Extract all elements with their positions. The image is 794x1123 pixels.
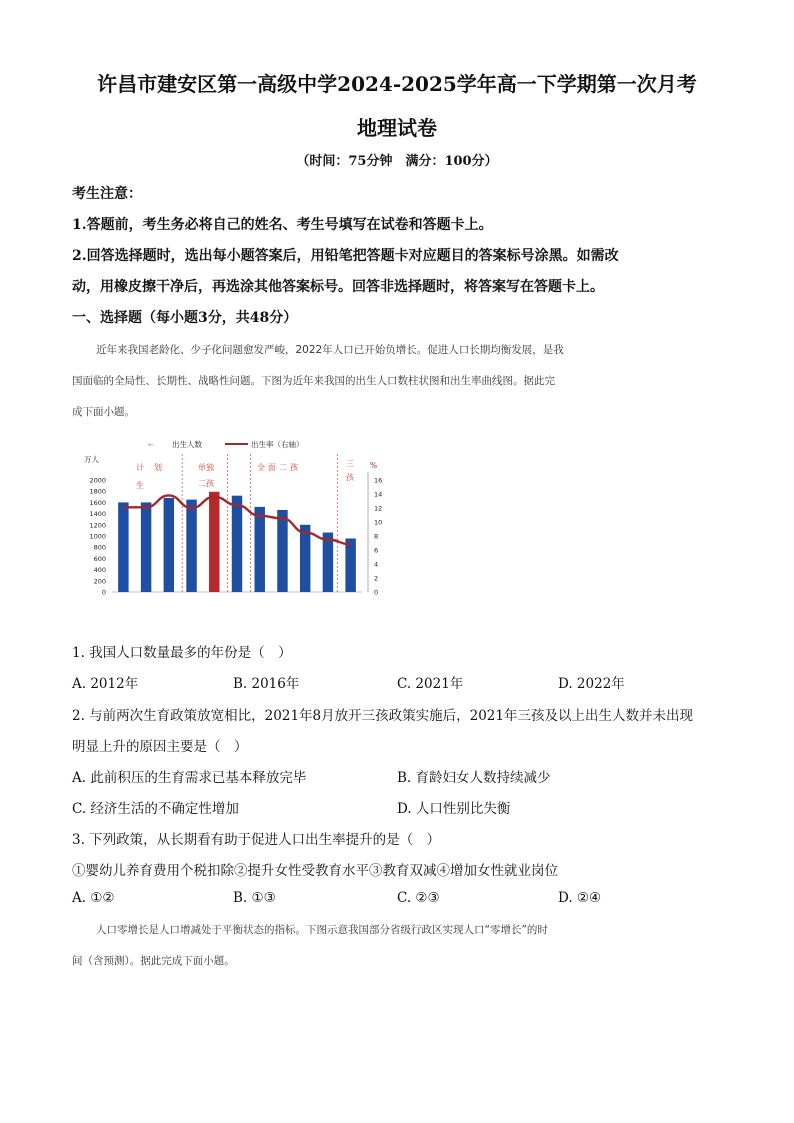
subject-title: 地理试卷 bbox=[357, 116, 437, 140]
intro-line-3: 成下面小题。 bbox=[72, 406, 135, 418]
left-tick-label: 2000 bbox=[89, 476, 106, 485]
birth-count-bar bbox=[141, 502, 151, 592]
q3-option-d[interactable]: D. ②④ bbox=[558, 890, 602, 906]
left-axis-unit: 万人 bbox=[84, 455, 99, 464]
q2-option-a[interactable]: A. 此前积压的生育需求已基本释放完毕 bbox=[72, 770, 307, 786]
policy-label-jihua-1: 计 bbox=[136, 463, 144, 472]
intro-line-2: 国面临的全局性、长期性、战略性问题。下图为近年来我国的出生人口数柱状图和出生率曲线图。据此完 bbox=[72, 375, 555, 387]
q1-option-c[interactable]: C. 2021年 bbox=[397, 676, 464, 692]
notice-item-2-line-1: 2.回答选择题时，选出每小题答案后，用铅笔把答题卡对应题目的答案标号涂黑。如需改 bbox=[72, 248, 619, 264]
right-tick-label: 4 bbox=[374, 560, 379, 569]
q3-option-a[interactable]: A. ①② bbox=[72, 890, 115, 906]
birth-count-bar bbox=[300, 525, 310, 592]
left-tick-label: 0 bbox=[101, 588, 106, 597]
question-2-stem-line-2: 明显上升的原因主要是（ ） bbox=[72, 739, 248, 755]
right-tick-label: 6 bbox=[374, 546, 379, 555]
birth-count-bar bbox=[232, 496, 242, 592]
birth-count-bar bbox=[164, 498, 174, 592]
left-tick-label: 200 bbox=[93, 577, 106, 586]
left-tick-label: 800 bbox=[93, 543, 106, 552]
birth-count-bar bbox=[118, 502, 128, 592]
right-tick-label: 12 bbox=[374, 504, 383, 513]
notice-item-1: 1.答题前，考生务必将自己的姓名、考生号填写在试卷和答题卡上。 bbox=[72, 217, 493, 233]
notice-item-2-line-2: 动，用橡皮擦干净后，再选涂其他答案标号。回答非选择题时，将答案写在答题卡上。 bbox=[72, 279, 604, 295]
birth-count-bar bbox=[186, 500, 196, 592]
birth-count-bar bbox=[277, 510, 287, 592]
birth-chart bbox=[70, 432, 390, 604]
policy-label-san: 三 bbox=[346, 459, 354, 468]
exam-title: 许昌市建安区第一高级中学2024-2025学年高一下学期第一次月考 bbox=[97, 72, 697, 96]
right-tick-label: 16 bbox=[374, 476, 383, 485]
intro-line-1: 近年来我国老龄化、少子化问题愈发严峻，2022年人口已开始负增长。促进人口长期均衡发展，是我 bbox=[96, 344, 564, 356]
left-tick-label: 1800 bbox=[89, 487, 106, 496]
legend-line-label: 出生率（右轴） bbox=[251, 440, 304, 449]
birth-count-bar bbox=[209, 492, 219, 592]
birth-count-bar bbox=[345, 538, 355, 592]
section-heading: 一、选择题（每小题3分，共48分） bbox=[72, 310, 298, 326]
question-2-stem-line-1: 2. 与前两次生育政策放宽相比，2021年8月放开三孩政策实施后，2021年三孩及以上出生人数并未出现 bbox=[72, 708, 693, 724]
policy-label-hai: 孩 bbox=[346, 473, 354, 482]
q3-option-c[interactable]: C. ②③ bbox=[397, 890, 440, 906]
left-tick-label: 1200 bbox=[89, 521, 106, 530]
left-tick-label: 1400 bbox=[89, 510, 106, 519]
birth-count-bar bbox=[323, 533, 333, 592]
passage-2-line-2: 间（含预测）。据此完成下面小题。 bbox=[72, 955, 235, 967]
legend-bar-marker: ← bbox=[148, 441, 154, 449]
left-tick-label: 1600 bbox=[89, 498, 106, 507]
q1-option-a[interactable]: A. 2012年 bbox=[72, 676, 139, 692]
question-3-stem: 3. 下列政策，从长期看有助于促进人口出生率提升的是（ ） bbox=[72, 832, 441, 848]
q3-option-b[interactable]: B. ①③ bbox=[233, 890, 276, 906]
left-tick-label: 1000 bbox=[89, 532, 106, 541]
right-tick-label: 0 bbox=[374, 588, 379, 597]
right-tick-label: 14 bbox=[374, 490, 383, 499]
birth-count-bar bbox=[255, 507, 265, 592]
policy-label-erhai: 二孩 bbox=[198, 479, 214, 488]
left-tick-label: 600 bbox=[93, 554, 106, 563]
passage-2-line-1: 人口零增长是人口增减处于平衡状态的指标。下图示意我国部分省级行政区实现人口“零增长”的时 bbox=[96, 924, 548, 936]
q1-option-d[interactable]: D. 2022年 bbox=[558, 676, 625, 692]
policy-label-quanmian: 全面二孩 bbox=[257, 463, 301, 472]
time-info: （时间：75分钟 满分：100分） bbox=[296, 154, 498, 169]
q2-option-b[interactable]: B. 育龄妇女人数持续减少 bbox=[397, 770, 551, 786]
legend-bar-label: 出生人数 bbox=[172, 440, 202, 449]
policy-label-jihua-2: 划 bbox=[154, 463, 162, 472]
right-axis-unit: % bbox=[370, 461, 378, 470]
right-tick-label: 10 bbox=[374, 518, 383, 527]
q2-option-c[interactable]: C. 经济生活的不确定性增加 bbox=[72, 801, 239, 817]
question-1-stem: 1. 我国人口数量最多的年份是（ ） bbox=[72, 645, 292, 661]
right-tick-label: 2 bbox=[374, 574, 379, 583]
left-tick-label: 400 bbox=[93, 566, 106, 575]
policy-label-dandu: 单独 bbox=[198, 463, 214, 472]
question-3-policies: ①婴幼儿养育费用个税扣除②提升女性受教育水平③教育双减④增加女性就业岗位 bbox=[72, 863, 558, 879]
notice-heading: 考生注意： bbox=[72, 186, 142, 202]
q1-option-b[interactable]: B. 2016年 bbox=[233, 676, 300, 692]
q2-option-d[interactable]: D. 人口性别比失衡 bbox=[397, 801, 511, 817]
policy-label-jihua-3: 生 bbox=[136, 481, 144, 490]
right-tick-label: 8 bbox=[374, 532, 379, 541]
